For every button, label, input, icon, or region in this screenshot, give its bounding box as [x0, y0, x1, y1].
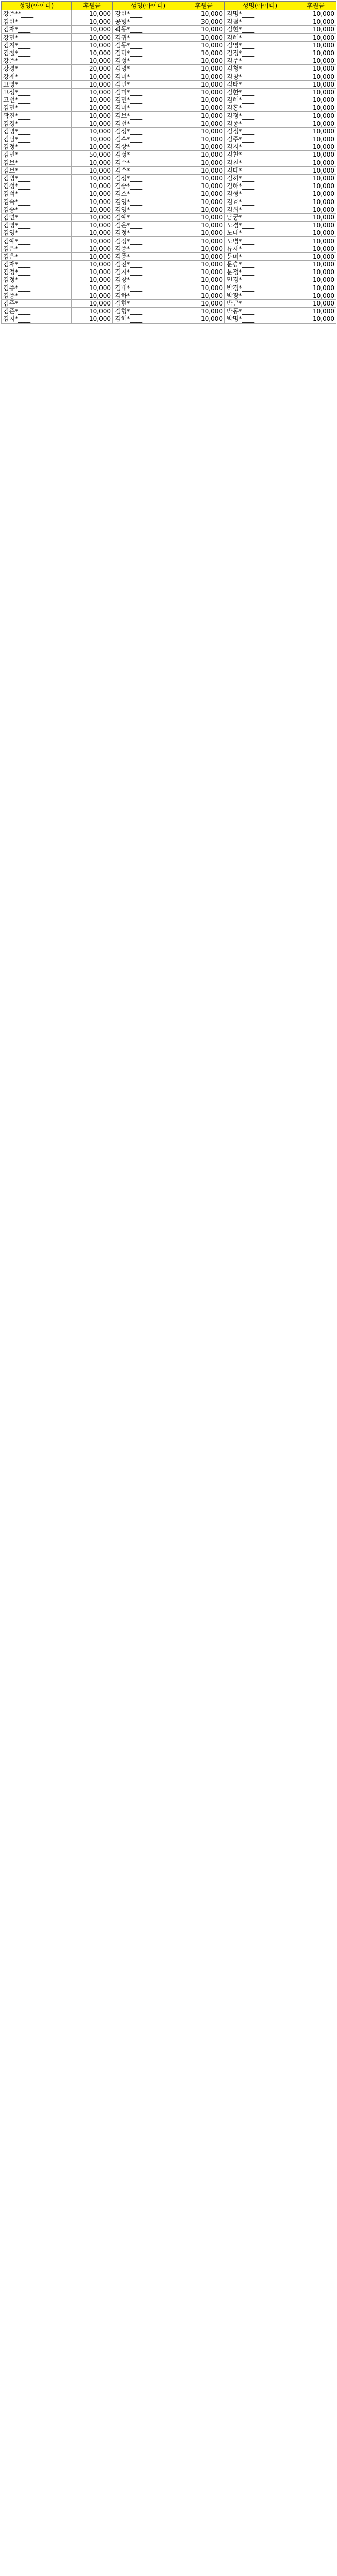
- donation-amount: 10,000: [295, 41, 336, 49]
- donor-name: 김태*____: [225, 80, 295, 88]
- donation-amount: 10,000: [295, 26, 336, 33]
- header-row: [2, 2, 336, 10]
- header-name-1: 성명(아이디): [2, 2, 72, 10]
- donation-amount: 10,000: [295, 261, 336, 268]
- donation-amount: 10,000: [72, 308, 113, 315]
- donation-amount: 10,000: [295, 268, 336, 276]
- donation-amount: 10,000: [295, 292, 336, 299]
- table-row: [2, 315, 336, 323]
- donation-amount: 10,000: [295, 222, 336, 229]
- donor-name: 김보*____: [2, 166, 72, 174]
- donation-amount: 10,000: [183, 159, 225, 166]
- donor-name: 고선*____: [2, 96, 72, 104]
- donation-amount: 10,000: [72, 213, 113, 221]
- donation-amount: 50,000: [72, 151, 113, 159]
- donation-amount: 10,000: [183, 127, 225, 135]
- donation-amount: 10,000: [183, 292, 225, 299]
- donor-name: 김종*____: [113, 252, 183, 260]
- donation-amount: 10,000: [183, 229, 225, 237]
- donor-name: 김희*____: [225, 206, 295, 213]
- table-row: [2, 10, 336, 18]
- donor-name: 김주*____: [225, 135, 295, 143]
- donor-name: 김민*____: [2, 151, 72, 159]
- donor-name: 김소*____: [113, 190, 183, 198]
- donor-name: 박동*____: [225, 308, 295, 315]
- donor-name: 김주*____: [225, 57, 295, 65]
- donor-name: 민경*____: [225, 276, 295, 284]
- donation-amount: 10,000: [183, 57, 225, 65]
- donation-amount: 10,000: [295, 182, 336, 190]
- table-row: [2, 284, 336, 292]
- donor-name: 김성*____: [113, 127, 183, 135]
- table-row: [2, 127, 336, 135]
- donor-name: 김혜*____: [113, 315, 183, 323]
- donor-name: 김성*____: [113, 174, 183, 182]
- donation-amount: 10,000: [72, 73, 113, 80]
- donor-name: 김정*____: [2, 143, 72, 151]
- donor-name: 곽진*____: [2, 112, 72, 120]
- table-row: [2, 120, 336, 127]
- donor-name: 곽동*____: [113, 26, 183, 33]
- table-row: [2, 237, 336, 245]
- donor-name: 문정*____: [225, 268, 295, 276]
- donation-amount: 10,000: [295, 245, 336, 252]
- donor-name: 김상*____: [113, 143, 183, 151]
- donation-amount: 10,000: [295, 33, 336, 41]
- donor-name: 김혜*____: [225, 96, 295, 104]
- donor-name: 김한*____: [225, 88, 295, 96]
- donor-name: 김재*____: [2, 26, 72, 33]
- donor-name: 김명*____: [2, 127, 72, 135]
- donor-name: 김보*____: [2, 159, 72, 166]
- table-row: [2, 299, 336, 307]
- donor-name: 김경*____: [2, 120, 72, 127]
- table-row: [2, 308, 336, 315]
- donor-name: 김미*____: [113, 73, 183, 80]
- donor-name: 김지*____: [2, 315, 72, 323]
- table-row: [2, 174, 336, 182]
- donor-name: 김청*____: [225, 65, 295, 73]
- donor-name: 강준**____: [2, 10, 72, 18]
- table-row: [2, 49, 336, 57]
- donor-name: 김정*____: [225, 127, 295, 135]
- donation-amount: 10,000: [295, 112, 336, 120]
- donation-amount: 10,000: [72, 182, 113, 190]
- donation-amount: 10,000: [295, 276, 336, 284]
- donor-name: 김형*____: [225, 190, 295, 198]
- donation-amount: 10,000: [72, 41, 113, 49]
- donor-name: 김효*____: [225, 198, 295, 206]
- donor-name: 김정*____: [225, 49, 295, 57]
- donation-amount: 10,000: [72, 96, 113, 104]
- donation-amount: 10,000: [295, 198, 336, 206]
- donor-name: 김은*____: [113, 222, 183, 229]
- donor-name: 김창*____: [225, 73, 295, 80]
- donor-table: [1, 1, 336, 324]
- donation-amount: 10,000: [72, 120, 113, 127]
- donation-amount: 10,000: [183, 151, 225, 159]
- donor-name: 김준*____: [2, 308, 72, 315]
- donor-name: 김병*____: [2, 174, 72, 182]
- donation-amount: 10,000: [295, 308, 336, 315]
- donation-amount: 10,000: [295, 104, 336, 112]
- donation-amount: 10,000: [295, 135, 336, 143]
- donor-name: 박근*____: [225, 299, 295, 307]
- donor-name: 김정*____: [113, 229, 183, 237]
- donation-amount: 10,000: [72, 198, 113, 206]
- donor-name: 박광*____: [225, 292, 295, 299]
- donor-name: 김형*____: [113, 308, 183, 315]
- donor-name: 김남*____: [2, 135, 72, 143]
- donation-amount: 10,000: [72, 10, 113, 18]
- donor-name: 김지*____: [113, 268, 183, 276]
- donation-amount: 10,000: [295, 57, 336, 65]
- donation-amount: 10,000: [72, 26, 113, 33]
- donation-amount: 10,000: [72, 299, 113, 307]
- donor-name: 김재*____: [2, 261, 72, 268]
- donor-name: 박경*____: [225, 284, 295, 292]
- donor-name: 김민*____: [113, 96, 183, 104]
- donation-amount: 10,000: [183, 143, 225, 151]
- donation-amount: 10,000: [72, 159, 113, 166]
- donation-amount: 10,000: [183, 49, 225, 57]
- donor-name: 김은*____: [2, 252, 72, 260]
- donation-amount: 10,000: [183, 315, 225, 323]
- donor-sheet: [1, 1, 336, 324]
- donation-amount: 10,000: [72, 229, 113, 237]
- donor-name: 남궁*____: [225, 213, 295, 221]
- donor-name: 김은*____: [2, 245, 72, 252]
- donor-name: 김태*____: [225, 166, 295, 174]
- donation-amount: 10,000: [183, 33, 225, 41]
- donor-name: 강민*____: [2, 33, 72, 41]
- donation-amount: 10,000: [72, 104, 113, 112]
- donation-amount: 10,000: [183, 190, 225, 198]
- donor-name: 강한*____: [113, 10, 183, 18]
- donation-amount: 10,000: [295, 18, 336, 26]
- donation-amount: 10,000: [183, 135, 225, 143]
- donor-name: 김석*____: [2, 190, 72, 198]
- table-row: [2, 18, 336, 26]
- donation-amount: 10,000: [295, 190, 336, 198]
- table-row: [2, 198, 336, 206]
- donation-amount: 10,000: [183, 284, 225, 292]
- table-row: [2, 151, 336, 159]
- donor-name: 김창*____: [113, 276, 183, 284]
- donor-name: 김종*____: [2, 284, 72, 292]
- header-name-2: 성명(아이디): [113, 2, 183, 10]
- table-row: [2, 143, 336, 151]
- donation-amount: 10,000: [72, 88, 113, 96]
- donation-amount: 10,000: [295, 315, 336, 323]
- donor-name: 김성*____: [113, 57, 183, 65]
- table-row: [2, 104, 336, 112]
- donor-name: 김미*____: [113, 88, 183, 96]
- header-amount-2: 후원금: [183, 2, 225, 10]
- donation-amount: 10,000: [72, 190, 113, 198]
- donation-amount: 10,000: [295, 10, 336, 18]
- donor-name: 김명*____: [225, 10, 295, 18]
- donation-amount: 10,000: [72, 245, 113, 252]
- donor-name: 김현*____: [225, 26, 295, 33]
- table-row: [2, 190, 336, 198]
- donation-amount: 10,000: [183, 252, 225, 260]
- donor-name: 김진*____: [113, 261, 183, 268]
- donation-amount: 10,000: [72, 261, 113, 268]
- donation-amount: 10,000: [295, 96, 336, 104]
- donation-amount: 10,000: [295, 120, 336, 127]
- donation-amount: 10,000: [295, 252, 336, 260]
- donor-name: 김영*____: [2, 229, 72, 237]
- donor-name: 김승*____: [113, 182, 183, 190]
- donor-name: 김지*____: [2, 41, 72, 49]
- donor-name: 김동*____: [113, 41, 183, 49]
- donation-amount: 30,000: [183, 18, 225, 26]
- donation-amount: 10,000: [183, 65, 225, 73]
- donation-amount: 10,000: [295, 206, 336, 213]
- donation-amount: 10,000: [183, 213, 225, 221]
- table-row: [2, 135, 336, 143]
- table-row: [2, 252, 336, 260]
- donor-name: 김승*____: [2, 206, 72, 213]
- donor-name: 김혜*____: [225, 33, 295, 41]
- donor-name: 김해*____: [225, 182, 295, 190]
- donor-name: 김찬*____: [225, 151, 295, 159]
- donation-amount: 10,000: [183, 80, 225, 88]
- table-row: [2, 166, 336, 174]
- donation-amount: 10,000: [72, 166, 113, 174]
- table-row: [2, 96, 336, 104]
- donation-amount: 10,000: [72, 135, 113, 143]
- donor-name: 고성*____: [2, 88, 72, 96]
- table-row: [2, 88, 336, 96]
- donation-amount: 10,000: [295, 229, 336, 237]
- donor-name: 강재*____: [2, 73, 72, 80]
- donation-amount: 10,000: [295, 299, 336, 307]
- donation-amount: 10,000: [295, 73, 336, 80]
- donation-amount: 10,000: [295, 284, 336, 292]
- donation-amount: 10,000: [72, 315, 113, 323]
- donor-name: 김하*____: [225, 174, 295, 182]
- donor-name: 김영*____: [225, 41, 295, 49]
- donation-amount: 10,000: [72, 143, 113, 151]
- donation-amount: 10,000: [183, 299, 225, 307]
- donor-name: 김한*____: [2, 18, 72, 26]
- header-name-3: 성명(아이디): [225, 2, 295, 10]
- donor-name: 노대*____: [225, 229, 295, 237]
- donor-name: 김연*____: [2, 213, 72, 221]
- donor-name: 강준*____: [2, 57, 72, 65]
- header-amount-1: 후원금: [72, 2, 113, 10]
- table-row: [2, 261, 336, 268]
- donor-name: 김현*____: [113, 299, 183, 307]
- donor-name: 김영*____: [113, 198, 183, 206]
- table-row: [2, 229, 336, 237]
- donor-name: 박명*____: [225, 315, 295, 323]
- donor-name: 노병*____: [225, 237, 295, 245]
- donor-name: 김정*____: [225, 112, 295, 120]
- donation-amount: 10,000: [295, 143, 336, 151]
- donation-amount: 10,000: [72, 112, 113, 120]
- donation-amount: 10,000: [183, 120, 225, 127]
- donation-amount: 10,000: [72, 206, 113, 213]
- donor-name: 강경*____: [2, 65, 72, 73]
- donor-name: 김수*____: [113, 135, 183, 143]
- table-row: [2, 268, 336, 276]
- donor-name: 김천*____: [225, 159, 295, 166]
- donor-name: 김종*____: [2, 292, 72, 299]
- donation-amount: 10,000: [183, 88, 225, 96]
- table-row: [2, 222, 336, 229]
- donor-name: 김민*____: [2, 104, 72, 112]
- donation-amount: 10,000: [295, 166, 336, 174]
- donor-name: 김성*____: [2, 182, 72, 190]
- table-row: [2, 245, 336, 252]
- table-row: [2, 182, 336, 190]
- table-row: [2, 57, 336, 65]
- donation-amount: 10,000: [72, 33, 113, 41]
- donation-amount: 10,000: [183, 198, 225, 206]
- donation-amount: 10,000: [183, 26, 225, 33]
- donation-amount: 10,000: [295, 213, 336, 221]
- donor-name: 김종*____: [113, 245, 183, 252]
- donation-amount: 10,000: [183, 268, 225, 276]
- donor-name: 김하*____: [113, 292, 183, 299]
- donor-name: 공병*____: [113, 18, 183, 26]
- donor-name: 김민*____: [113, 80, 183, 88]
- donation-amount: 10,000: [72, 237, 113, 245]
- donation-amount: 10,000: [183, 73, 225, 80]
- donor-name: 김지*____: [225, 143, 295, 151]
- donation-amount: 10,000: [72, 127, 113, 135]
- donation-amount: 10,000: [295, 174, 336, 182]
- donation-amount: 10,000: [183, 206, 225, 213]
- table-row: [2, 73, 336, 80]
- table-row: [2, 41, 336, 49]
- donation-amount: 10,000: [295, 151, 336, 159]
- table-row: [2, 292, 336, 299]
- donation-amount: 10,000: [183, 222, 225, 229]
- donation-amount: 10,000: [183, 245, 225, 252]
- donor-name: 김보*____: [113, 112, 183, 120]
- donation-amount: 10,000: [72, 292, 113, 299]
- donor-name: 김철*____: [225, 18, 295, 26]
- donor-name: 김미*____: [113, 104, 183, 112]
- donor-name: 김수*____: [113, 166, 183, 174]
- donation-amount: 10,000: [183, 96, 225, 104]
- donor-name: 김수*____: [113, 159, 183, 166]
- donation-amount: 10,000: [183, 41, 225, 49]
- donor-rows: [2, 10, 336, 324]
- donation-amount: 10,000: [183, 261, 225, 268]
- donation-amount: 10,000: [295, 65, 336, 73]
- donor-name: 김예*____: [113, 213, 183, 221]
- donation-amount: 10,000: [183, 276, 225, 284]
- donor-name: 문승*____: [225, 261, 295, 268]
- donor-name: 김명*____: [113, 65, 183, 73]
- donor-name: 류재*____: [225, 245, 295, 252]
- header-amount-3: 후원금: [295, 2, 336, 10]
- donor-name: 김정*____: [2, 268, 72, 276]
- donation-amount: 10,000: [295, 159, 336, 166]
- table-row: [2, 80, 336, 88]
- donation-amount: 10,000: [183, 237, 225, 245]
- donor-name: 김태*____: [113, 284, 183, 292]
- donor-name: 노경*____: [225, 222, 295, 229]
- donor-name: 김철*____: [2, 49, 72, 57]
- table-row: [2, 213, 336, 221]
- donor-name: 김정*____: [2, 276, 72, 284]
- table-row: [2, 33, 336, 41]
- donation-amount: 20,000: [72, 65, 113, 73]
- donation-amount: 10,000: [72, 174, 113, 182]
- donor-name: 김영*____: [2, 222, 72, 229]
- donor-name: 김영*____: [113, 206, 183, 213]
- donation-amount: 10,000: [183, 174, 225, 182]
- donation-amount: 10,000: [183, 10, 225, 18]
- donation-amount: 10,000: [295, 80, 336, 88]
- donation-amount: 10,000: [72, 252, 113, 260]
- donation-amount: 10,000: [72, 80, 113, 88]
- donor-name: 김숙*____: [2, 198, 72, 206]
- donation-amount: 10,000: [183, 182, 225, 190]
- table-row: [2, 206, 336, 213]
- table-row: [2, 159, 336, 166]
- table-row: [2, 26, 336, 33]
- donation-amount: 10,000: [295, 88, 336, 96]
- donation-amount: 10,000: [72, 222, 113, 229]
- donor-name: 고영*____: [2, 80, 72, 88]
- donor-name: 김홍*____: [225, 104, 295, 112]
- donation-amount: 10,000: [183, 166, 225, 174]
- donation-amount: 10,000: [183, 308, 225, 315]
- donor-name: 김덕*____: [113, 49, 183, 57]
- table-row: [2, 112, 336, 120]
- donation-amount: 10,000: [72, 284, 113, 292]
- donor-name: 김정*____: [113, 237, 183, 245]
- donor-name: 김성*____: [113, 151, 183, 159]
- table-row: [2, 276, 336, 284]
- donation-amount: 10,000: [295, 127, 336, 135]
- table-row: [2, 65, 336, 73]
- donor-name: 김종*____: [225, 120, 295, 127]
- donor-name: 김선*____: [113, 120, 183, 127]
- donor-name: 김예*____: [2, 237, 72, 245]
- donation-amount: 10,000: [72, 268, 113, 276]
- donation-amount: 10,000: [183, 104, 225, 112]
- donation-amount: 10,000: [295, 49, 336, 57]
- donor-name: 김주*____: [2, 299, 72, 307]
- donation-amount: 10,000: [72, 276, 113, 284]
- donation-amount: 10,000: [72, 57, 113, 65]
- donation-amount: 10,000: [183, 112, 225, 120]
- donation-amount: 10,000: [72, 49, 113, 57]
- donation-amount: 10,000: [295, 237, 336, 245]
- donation-amount: 10,000: [72, 18, 113, 26]
- donor-name: 문미*____: [225, 252, 295, 260]
- donor-name: 김귀*____: [113, 33, 183, 41]
